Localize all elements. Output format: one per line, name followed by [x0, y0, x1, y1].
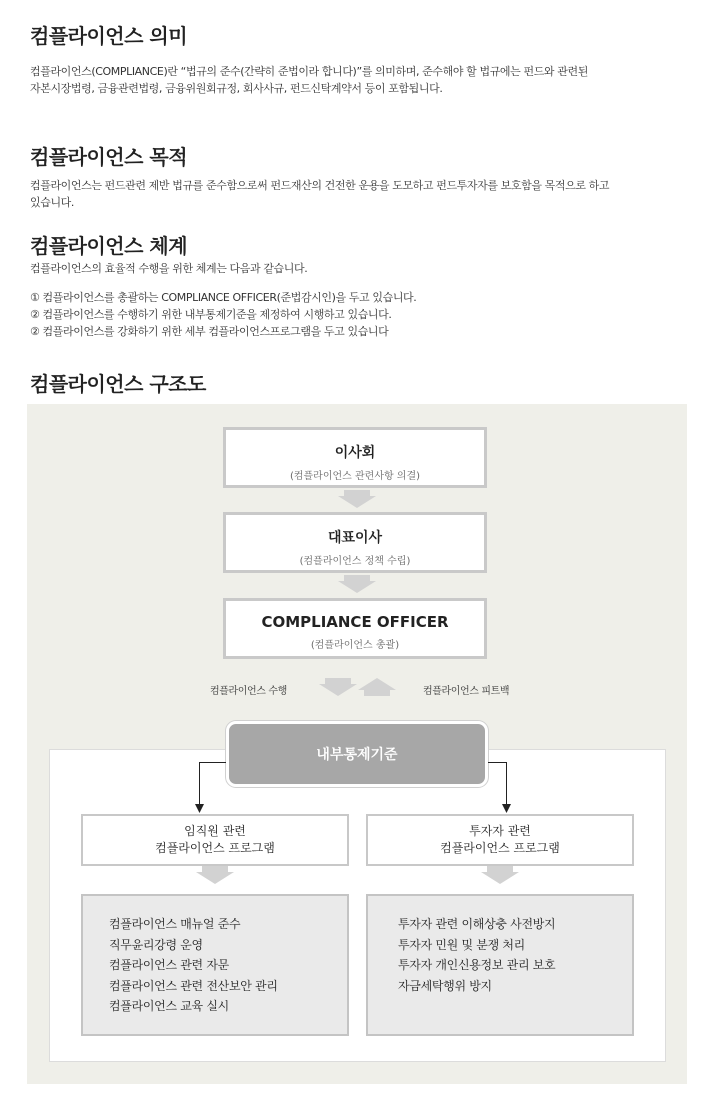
employee-program-line2: 컴플라이언스 프로그램	[155, 841, 275, 855]
list-item: 자금세탁행위 방지	[398, 978, 492, 993]
section-system-list	[30, 289, 416, 340]
arrow-down-icon	[196, 866, 234, 884]
section-structure-title: 컴플라이언스 구조도	[30, 372, 206, 396]
list-item: 컴플라이언스 관련 전산보안 관리	[109, 978, 278, 993]
board-box	[223, 427, 487, 488]
employee-program-list	[81, 894, 349, 1036]
arrow-down-icon	[338, 490, 376, 508]
employee-program-line1: 임직원 관련	[184, 824, 246, 838]
section-purpose-title: 컴플라이언스 목적	[30, 145, 188, 169]
list-item: 컴플라이언스 매뉴얼 준수	[109, 917, 241, 931]
connector-right-horizontal	[488, 762, 507, 763]
employee-program-box	[81, 814, 349, 866]
feedback-label: 컴플라이언스 피트백	[423, 686, 510, 697]
system-item-3: ② 컴플라이언스를 강화하기 위한 세부 컴플라이언스프로그램을 두고 있습니다	[30, 325, 389, 338]
list-item: 투자자 민원 및 분쟁 처리	[398, 937, 525, 952]
officer-subtitle: (컴플라이언스 총괄)	[310, 640, 400, 651]
section-purpose-line1: 컴플라이언스는 펀드관련 제반 법규를 준수함으로써 펀드재산의 건전한 운용을 도모하고 펀드투자자를 보호함을 목적으로 하고	[30, 179, 610, 192]
list-item: 투자자 관련 이해상충 사전방지	[398, 917, 556, 931]
internal-control-box	[226, 721, 488, 787]
ceo-title: 대표이사	[327, 530, 383, 546]
arrowhead-icon	[502, 804, 511, 813]
section-system-title: 컴플라이언스 체계	[30, 234, 188, 258]
arrow-up-icon	[358, 678, 396, 696]
internal-control-title: 내부통제기준	[316, 747, 398, 763]
investor-program-line2: 컴플라이언스 프로그램	[440, 841, 560, 855]
arrow-down-icon	[338, 575, 376, 593]
connector-right-vertical	[506, 762, 507, 806]
section-meaning-line1: 컴플라이언스(COMPLIANCE)란 “법규의 준수(간략히 준법이라 합니다)”를 의미하며, 준수해야 할 법규에는 펀드와 관련된	[30, 65, 588, 78]
system-item-1: ① 컴플라이언스를 총괄하는 COMPLIANCE OFFICER(준법감시인)을 두고 있습니다.	[30, 291, 417, 304]
investor-program-list	[366, 894, 634, 1036]
section-purpose-line2: 있습니다.	[30, 196, 75, 209]
section-system-intro: 컴플라이언스의 효율적 수행을 위한 체계는 다음과 같습니다.	[30, 262, 308, 275]
perform-label: 컴플라이언스 수행	[210, 686, 287, 697]
list-item: 컴플라이언스 교육 실시	[109, 999, 229, 1013]
arrow-down-icon	[319, 678, 357, 696]
board-subtitle: (컴플라이언스 관련사항 의결)	[289, 471, 421, 482]
section-meaning-line2: 자본시장법령, 금융관련법령, 금융위원회규정, 회사사규, 펀드신탁계약서 등이 포함됩니다.	[30, 82, 443, 95]
officer-box	[223, 598, 487, 659]
ceo-box	[223, 512, 487, 573]
connector-left-vertical	[199, 762, 200, 806]
section-meaning-title: 컴플라이언스 의미	[30, 24, 188, 48]
list-item: 컴플라이언스 관련 자문	[109, 958, 229, 972]
list-item: 직무윤리강령 운영	[109, 937, 203, 952]
investor-program-line1: 투자자 관련	[469, 824, 531, 838]
section-meaning-body	[30, 63, 588, 97]
connector-left-horizontal	[199, 762, 226, 763]
board-title: 이사회	[334, 445, 376, 461]
list-item: 투자자 개인신용정보 관리 보호	[398, 958, 556, 972]
officer-title: COMPLIANCE OFFICER	[261, 613, 449, 631]
section-purpose-body	[30, 177, 609, 211]
ceo-subtitle: (컴플라이언스 정책 수립)	[299, 556, 411, 567]
system-item-2: ② 컴플라이언스를 수행하기 위한 내부통제기준을 제정하여 시행하고 있습니다.	[30, 308, 392, 321]
arrowhead-icon	[195, 804, 204, 813]
investor-program-box	[366, 814, 634, 866]
arrow-down-icon	[481, 866, 519, 884]
